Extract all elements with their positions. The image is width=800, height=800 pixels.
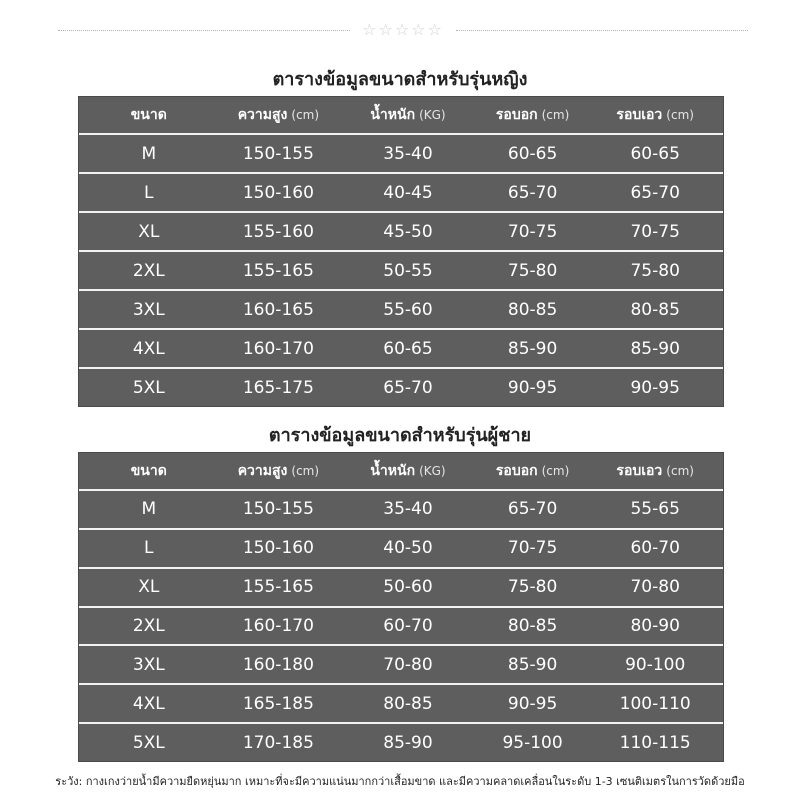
weight-cell: 45-50 [383,221,433,242]
size-cell: 2XL [132,616,165,636]
waist-cell: 85-90 [630,338,680,359]
table-row [79,528,723,567]
size-cell: 5XL [132,377,165,398]
waist-cell: 90-100 [625,654,686,675]
height-cell: 150-160 [242,182,314,203]
waist-cell: 65-70 [630,182,680,203]
waist-cell: 55-65 [630,499,680,520]
chest-cell: 60-65 [507,143,558,164]
height-cell: 160-180 [242,654,314,675]
weight-cell: 70-80 [383,654,433,675]
women-table-header [79,97,723,133]
header-cell-weight [338,460,478,482]
header-unit: (cm) [666,108,694,122]
header-label: รอบอก [495,463,538,479]
size-cell: M [141,499,157,520]
size-cell: 4XL [132,693,165,714]
table-row [79,172,723,211]
men-size-table [78,452,724,762]
table-row [79,133,723,172]
header-label: น้ำหนัก [370,463,416,479]
chest-cell: 90-95 [507,377,558,398]
weight-cell: 40-45 [383,182,433,203]
table-row [79,328,723,367]
women-size-table [78,96,724,407]
header-unit: (cm) [541,108,570,122]
table-row [79,722,723,761]
header-cell-waist [587,104,723,126]
height-cell: 150-160 [242,538,314,559]
weight-cell: 80-85 [383,693,433,714]
weight-cell: 35-40 [383,499,433,520]
waist-cell: 90-95 [630,377,680,398]
header-cell-weight [338,104,478,126]
chest-cell: 85-90 [507,338,558,359]
men-table-title: ตารางข้อมูลขนาดสำหรับรุ่นผู้ชาย [268,425,532,446]
height-cell: 170-185 [242,732,314,753]
header-label: รอบอก [495,107,538,123]
header-cell-waist [587,460,723,482]
caution-note: ระวัง: กางเกงว่ายน้ำมีความยืดหยุ่นมาก เหมาะที่จะมีความแน่นมากกว่าเสื้อมขาด และมีความคลาดเคลื่อนในระดับ 1-3 เซนติเมตรในการวัดด้วยมือ [55,775,745,788]
table-row [79,289,723,328]
table-row [79,489,723,528]
height-cell: 160-170 [242,616,314,636]
weight-cell: 35-40 [383,143,433,164]
size-cell: M [141,143,157,164]
size-cell: 3XL [132,299,165,320]
chest-cell: 70-75 [507,538,558,559]
chest-cell: 80-85 [507,299,558,320]
header-unit: (cm) [541,464,570,478]
women-table-title: ตารางข้อมูลขนาดสำหรับรุ่นหญิง [272,69,528,90]
chest-cell: 85-90 [507,654,558,675]
header-cell-chest [478,460,588,482]
chest-cell: 65-70 [507,499,558,520]
header-cell-chest [478,104,588,126]
header-cell-height [219,460,339,482]
table-row [79,567,723,606]
header-unit: (cm) [666,464,694,478]
height-cell: 160-170 [242,338,314,359]
waist-cell: 100-110 [619,693,691,714]
height-cell: 160-165 [242,299,314,320]
header-unit: (KG) [419,464,446,478]
header-cell-size [79,460,219,482]
header-label: ขนาด [130,107,167,123]
height-cell: 165-175 [242,377,314,398]
chest-cell: 75-80 [507,577,558,598]
weight-cell: 60-65 [383,338,433,359]
height-cell: 165-185 [242,693,314,714]
weight-cell: 60-70 [383,616,433,636]
header-label: ขนาด [130,463,167,479]
table-row [79,250,723,289]
waist-cell: 60-70 [630,538,680,559]
waist-cell: 70-80 [630,577,680,598]
weight-cell: 50-60 [383,577,433,598]
header-unit: (cm) [291,464,320,478]
waist-cell: 60-65 [630,143,680,164]
header-label: น้ำหนัก [370,107,416,123]
table-row [79,211,723,250]
chest-cell: 65-70 [507,182,558,203]
chest-cell: 95-100 [502,732,563,753]
dotted-line-left [58,30,350,31]
header-label: ความสูง [237,463,288,479]
header-label: รอบเอว [616,463,663,479]
table-row [79,644,723,683]
weight-cell: 55-60 [383,299,433,320]
header-unit: (KG) [419,108,446,122]
size-cell: 5XL [132,732,165,753]
chest-cell: 70-75 [507,221,558,242]
size-cell: 2XL [132,260,165,281]
height-cell: 155-160 [242,221,314,242]
height-cell: 150-155 [242,499,314,520]
size-cell: L [144,538,154,559]
size-cell: XL [138,221,160,242]
waist-cell: 110-115 [619,732,691,753]
height-cell: 155-165 [242,260,314,281]
height-cell: 155-165 [242,577,314,598]
table-row [79,367,723,406]
men-table-header [79,453,723,489]
header-cell-height [219,104,339,126]
size-cell: XL [138,577,160,598]
header-label: ความสูง [237,107,288,123]
size-cell: 4XL [132,338,165,359]
chest-cell: 90-95 [507,693,558,714]
size-cell: 3XL [132,654,165,675]
waist-cell: 75-80 [630,260,680,281]
header-label: รอบเอว [616,107,663,123]
header-cell-size [79,104,219,126]
waist-cell: 80-90 [630,616,680,636]
size-cell: L [144,182,154,203]
table-row [79,683,723,722]
decorative-divider [58,20,748,40]
weight-cell: 50-55 [383,260,433,281]
table-row [79,606,723,645]
waist-cell: 80-85 [630,299,680,320]
chest-cell: 75-80 [507,260,558,281]
weight-cell: 40-50 [383,538,433,559]
dotted-line-right [456,30,748,31]
weight-cell: 85-90 [383,732,433,753]
stars-icon: ☆☆☆☆☆ [362,20,444,39]
weight-cell: 65-70 [383,377,433,398]
header-unit: (cm) [291,108,320,122]
waist-cell: 70-75 [630,221,680,242]
women-table-body [79,133,723,406]
chest-cell: 80-85 [507,616,558,636]
men-table-body [79,489,723,761]
height-cell: 150-155 [242,143,314,164]
